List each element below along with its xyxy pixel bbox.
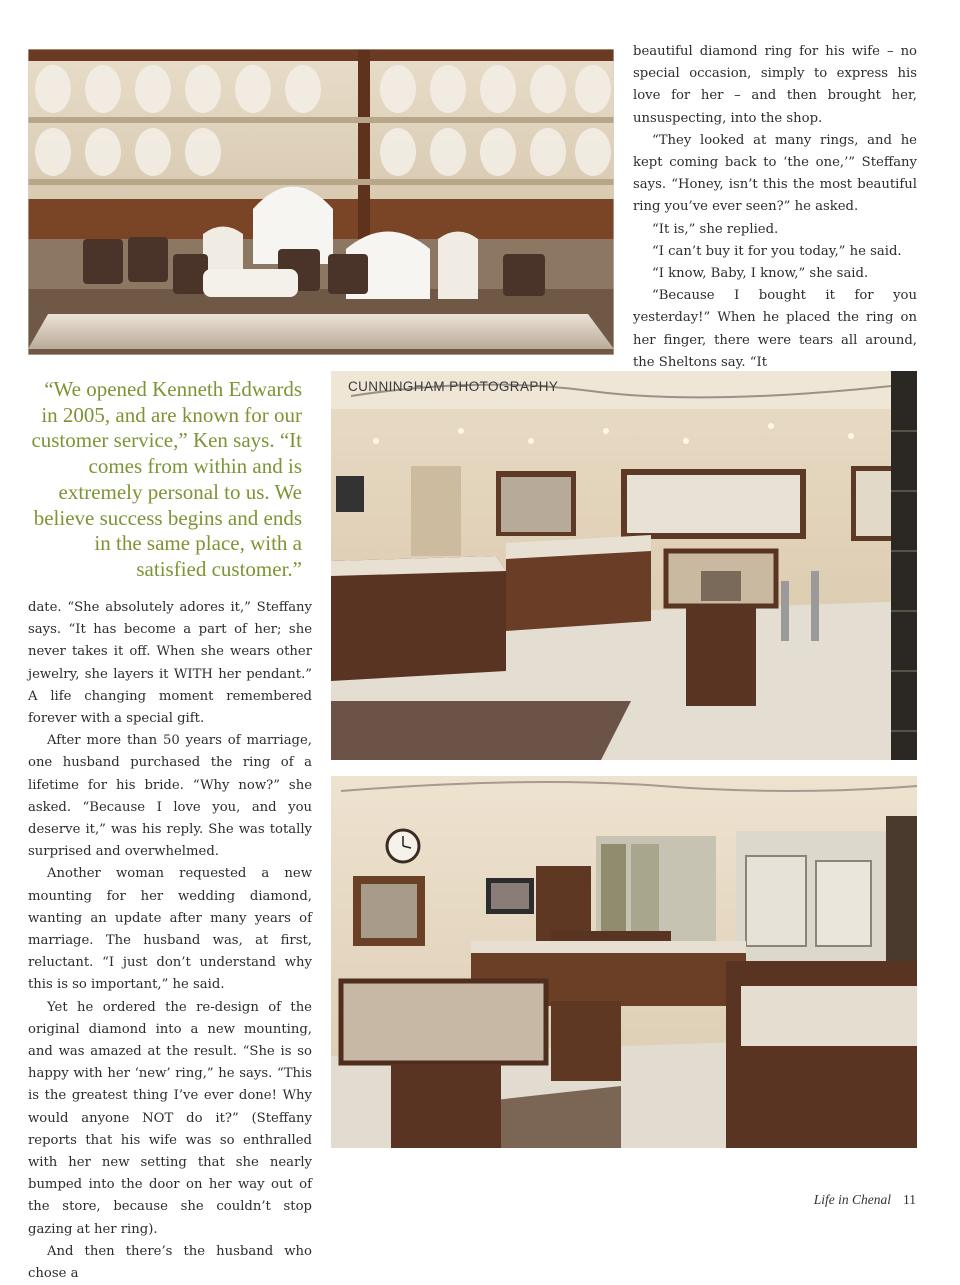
jewelry-display-photo [28,49,614,355]
showroom-interior-photo [331,776,917,1148]
paragraph: “They looked at many rings, and he kept coming back to ‘the one,’” Steffany says. “Honey, isn’t this the most beautiful ring you’ve ever seen?” he asked. [633,132,917,215]
pull-quote: “We opened Kenneth Edwards in 2005, and are known for our customer service,” Ken says. “It comes from within and is extremely personal to us. We believe success begins and ends in the same place, with a satisfied customer.” [31,377,302,581]
article-column-left [28,597,312,1285]
paragraph: date. “She absolutely adores it,” Steffany says. “It has become a part of her; she never takes it off. When she wears other jewelry, she layers it WITH her pendant.” A life changing moment remembered forever with a special gift. [28,600,312,727]
paragraph: “It is,” she replied. [652,221,779,237]
article-column-right [633,41,917,396]
paragraph: “I know, Baby, I know,” she said. [652,266,869,282]
paragraph: Yet he ordered the re-design of the original diamond into a new mounting, and was amazed at the result. “She is so happy with her ‘new’ ring,” he says. “This is the greatest thing I’ve ever done! Why would anyone NOT do it?” (Steffany reports that his wife was so enthralled with her new setting that she nearly bumped into the door on her way out of the store, because she couldn’t stop gazing at her ring). [28,999,312,1237]
paragraph: And then there’s the husband who chose a [28,1243,312,1282]
paragraph: “I can’t buy it for you today,” he said. [652,243,902,259]
paragraph: beautiful diamond ring for his wife – no special occasion, simply to express his love for her – and then brought her, unsuspecting, into the shop. [633,44,917,126]
photo-credit: CUNNINGHAM PHOTOGRAPHY [348,379,559,394]
page-number: 11 [903,1192,916,1207]
paragraph: Another woman requested a new mounting for her wedding diamond, wanting an update after many years of marriage. The husband was, at first, reluctant. “I just don’t understand why this is so important,” he said. [28,866,312,993]
showroom-photo [331,371,917,760]
magazine-name: Life in Chenal [813,1192,891,1207]
paragraph: “Because I bought it for you yesterday!” When he placed the ring on her finger, there were tears all around, the Sheltons say. “It [633,288,917,370]
paragraph: After more than 50 years of marriage, one husband purchased the ring of a lifetime for his bride. “Why now?” she asked. “Because I love you, and you deserve it,” was his reply. She was totally surprised and overwhelmed. [28,733,312,860]
page-footer [814,1192,916,1208]
